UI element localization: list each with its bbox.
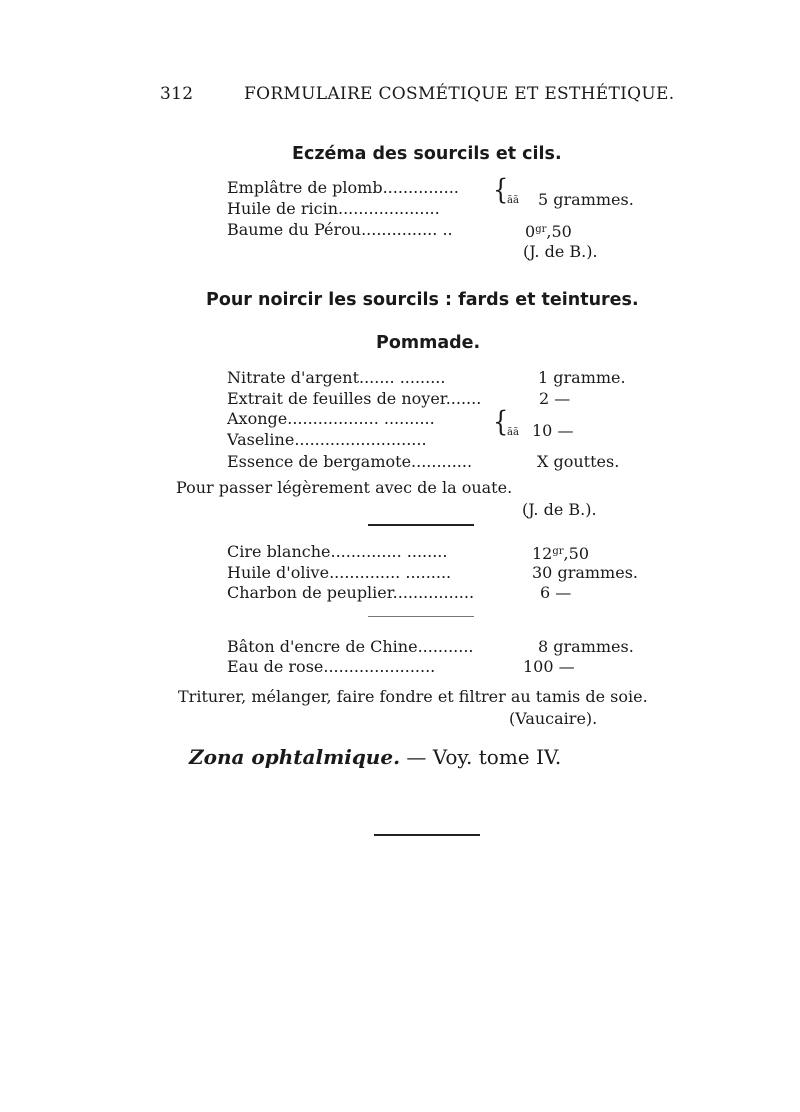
attribution: (J. de B.). [522, 500, 597, 519]
quantity: 1 gramme. [538, 368, 626, 387]
leader-dots: ............... [382, 178, 459, 197]
leader-dots: .......................... [294, 430, 427, 449]
leader-dots: ...................... [323, 657, 436, 676]
ingredient-name: Essence de bergamote [227, 452, 412, 471]
leader-dots: ........... [417, 637, 474, 656]
section-title-noircir: Pour noircir les sourcils : fards et teintures. [206, 290, 639, 310]
ingredient-name: Bâton d'encre de Chine [227, 637, 418, 656]
leader-dots: .................... [338, 199, 440, 218]
ingredient-row [227, 430, 427, 450]
aa-abbrev: ãã [507, 195, 519, 206]
ingredient-row [227, 583, 474, 603]
aa-abbrev: ãã [507, 427, 519, 438]
entry-reference: — Voy. tome IV. [400, 745, 562, 769]
cross-reference-entry [189, 745, 561, 769]
ingredient-name: Charbon de peuplier [227, 583, 393, 602]
leader-dots: .............. ........ [330, 542, 448, 561]
ingredient-name: Baume du Pérou [227, 220, 362, 239]
quantity: $0^{gr},50$ [525, 222, 572, 241]
ingredient-row [227, 199, 440, 219]
ingredient-name: Extrait de feuilles de noyer [227, 389, 446, 408]
leader-dots: ....... [445, 389, 482, 408]
end-rule [374, 834, 480, 836]
leader-dots: ............ [411, 452, 473, 471]
ingredient-name: Vaseline [227, 430, 295, 449]
leader-dots: ............... .. [361, 220, 453, 239]
ingredient-row [227, 389, 481, 409]
separator-rule [368, 616, 474, 617]
quantity: 6 — [540, 583, 572, 602]
entry-term: Zona ophtalmique. [189, 745, 401, 769]
ingredient-name: Emplâtre de plomb [227, 178, 383, 197]
ingredient-name: Huile de ricin [227, 199, 338, 218]
quantity: X gouttes. [537, 452, 620, 471]
section-subtitle-pommade: Pommade. [376, 333, 481, 353]
ingredient-row [227, 409, 435, 429]
attribution: (Vaucaire). [509, 709, 598, 728]
leader-dots: ................ [392, 583, 475, 602]
running-title: FORMULAIRE COSMÉTIQUE ET ESTHÉTIQUE. [244, 84, 675, 104]
ingredient-name: Eau de rose [227, 657, 324, 676]
section-title-eczema: Eczéma des sourcils et cils. [292, 144, 562, 164]
separator-rule [368, 524, 474, 526]
quantity: 8 grammes. [538, 637, 634, 656]
ingredient-name: Cire blanche [227, 542, 331, 561]
ingredient-row [227, 368, 445, 388]
quantity: 10 — [532, 421, 574, 440]
instruction-text: Triturer, mélanger, faire fondre et filtrer au tamis de soie. [178, 687, 648, 706]
quantity: 100 — [523, 657, 575, 676]
ingredient-row [227, 220, 453, 240]
ingredient-name: Axonge [227, 409, 288, 428]
ingredient-row [227, 452, 472, 472]
quantity: 5 grammes. [538, 190, 634, 209]
leader-dots: .................. .......... [287, 409, 435, 428]
ingredient-name: Huile d'olive [227, 563, 330, 582]
quantity: 30 grammes. [532, 563, 638, 582]
brace-icon: { [493, 173, 509, 206]
leader-dots: ....... ......... [359, 368, 446, 387]
attribution: (J. de B.). [523, 242, 598, 261]
ingredient-row [227, 657, 435, 677]
ingredient-row [227, 637, 474, 657]
ingredient-row [227, 178, 459, 198]
page-number: 312 [160, 84, 194, 104]
instruction-text: Pour passer légèrement avec de la ouate. [176, 478, 513, 497]
ingredient-row [227, 563, 451, 583]
brace-icon: { [493, 405, 509, 438]
ingredient-name: Nitrate d'argent [227, 368, 359, 387]
leader-dots: .............. ......... [329, 563, 452, 582]
quantity: $12^{gr},50$ [532, 544, 589, 563]
ingredient-row [227, 542, 447, 562]
quantity: 2 — [539, 389, 571, 408]
